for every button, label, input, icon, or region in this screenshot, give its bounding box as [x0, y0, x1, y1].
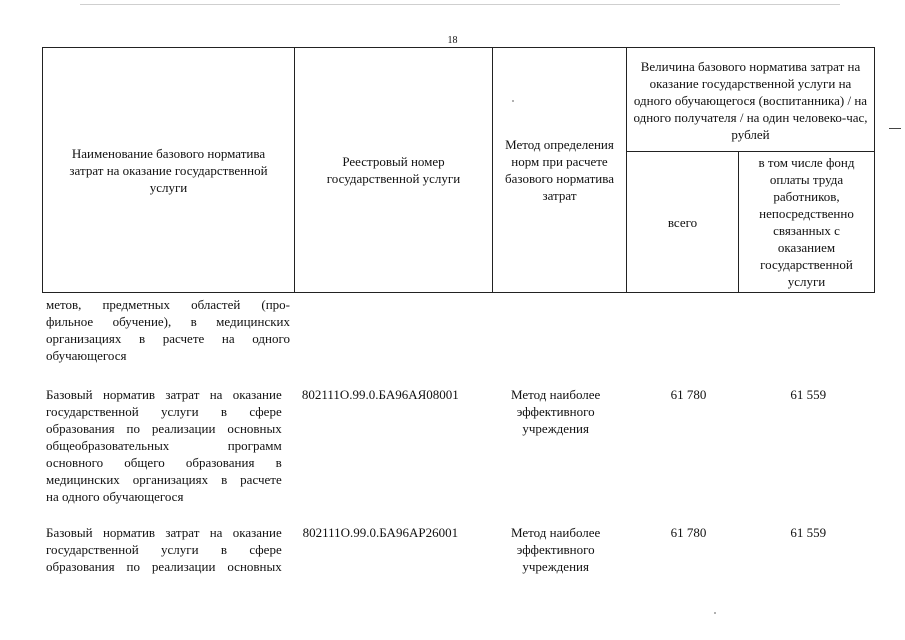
row-registry-cell: 802111О.99.0.БА96АЯ08001	[301, 387, 459, 402]
header-table	[42, 47, 875, 293]
row-name-line: общеобразовательных программ	[46, 438, 282, 453]
row-payroll-cell: 61 559	[790, 387, 827, 402]
table-body	[42, 296, 874, 584]
header-cell-method: Метод определения норм при расчете базового норматива затрат	[493, 48, 627, 293]
row-payroll-cell: 61 559	[790, 525, 827, 540]
row-name-line: фильное обучение), в медицинских	[46, 314, 290, 329]
row-name-cell	[42, 386, 284, 524]
row-name-line: на одного обучающегося	[46, 489, 184, 504]
header-cell-value: Величина базового норматива затрат на оказание государственной услуги на одного обучающегося (воспитанника) / на одного получателя / на один человеко-час, рублей	[627, 48, 875, 152]
row-name-line: Базовый норматив затрат на оказание	[46, 525, 282, 540]
row-name-line: Базовый норматив затрат на оказание	[46, 387, 282, 402]
row-name-line: организациях в расчете на одного	[46, 331, 290, 346]
row-name-cell	[42, 524, 284, 584]
row-name-line: метов, предметных областей (про-	[46, 297, 290, 312]
row-method-cell	[492, 296, 626, 386]
row-payroll-cell	[738, 296, 874, 386]
scan-speck	[714, 612, 716, 614]
row-name-line: образования по реализации основных	[46, 559, 282, 574]
table-row	[42, 524, 874, 584]
row-name-cell	[42, 296, 292, 386]
row-registry-cell: 802111О.99.0.БА96АР26001	[302, 525, 459, 540]
table-row	[42, 386, 874, 524]
row-total-cell: 61 780	[670, 387, 707, 402]
row-name-line: обучающегося	[46, 348, 127, 363]
table-row	[42, 296, 874, 386]
row-method-cell: Метод наиболее эффективного учреждения	[511, 387, 601, 436]
header-cell-registry: Реестровый номер государственной услуги	[295, 48, 493, 293]
row-name-line: образования по реализации основных	[46, 421, 282, 436]
row-total-cell: 61 780	[670, 525, 707, 540]
margin-mark	[889, 128, 901, 129]
header-cell-name: Наименование базового норматива затрат на оказание государственной услуги	[43, 48, 295, 293]
page-number: 18	[447, 35, 458, 46]
row-name-line: государственной услуги в сфере	[46, 542, 282, 557]
row-registry-cell	[292, 296, 492, 386]
row-name-line: государственной услуги в сфере	[46, 404, 282, 419]
row-name-line: основного общего образования в	[46, 455, 282, 470]
row-method-cell: Метод наиболее эффективного учреждения	[511, 525, 601, 574]
row-name-line: медицинских организациях в расчете	[46, 472, 282, 487]
header-cell-payroll: в том числе фонд оплаты труда работников, непосредственно связанных с оказанием государственной услуги	[739, 152, 875, 293]
header-cell-total: всего	[627, 152, 739, 293]
scan-top-edge	[80, 4, 840, 5]
row-total-cell	[626, 296, 738, 386]
